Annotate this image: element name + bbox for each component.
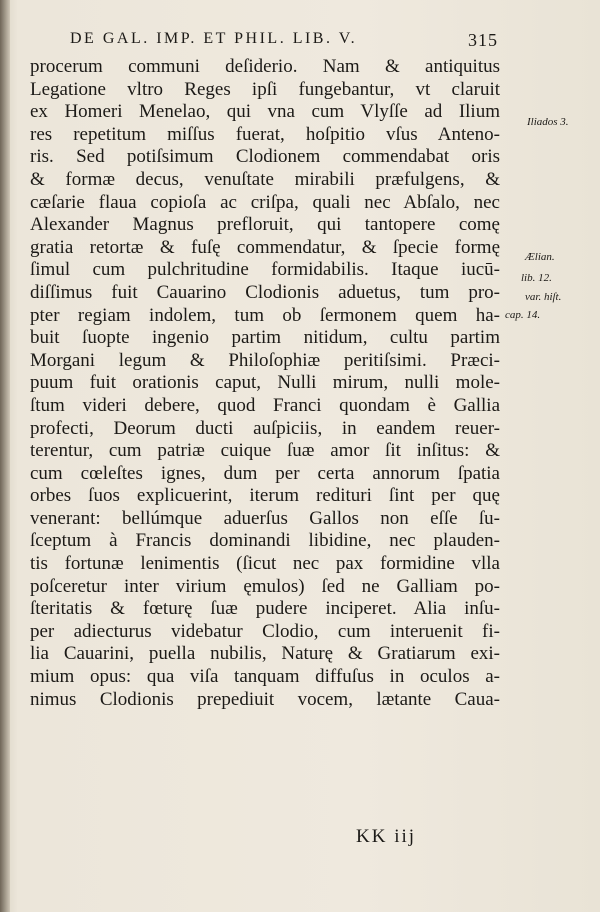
text-line: profecti, Deorum ducti auſpiciis, in eandem reuer-: [30, 417, 500, 439]
text-line: puum fuit orationis caput, Nulli mirum, nulli mole-: [30, 372, 500, 394]
text-line: poſceretur inter virium ęmulos) ſed ne Galliam po-: [30, 575, 500, 597]
text-line: orbes ſuos explicuerint, iterum redituri ſint per quę: [30, 485, 500, 507]
text-line: procerum communi deſiderio. Nam & antiquitus: [30, 56, 500, 77]
margin-note-aelian: Ælian.: [525, 251, 555, 263]
text-line: ſtum videri debere, quod Franci quondam è Gallia: [30, 394, 500, 416]
page-number: 315: [468, 30, 498, 50]
text-line: gratia retortæ & fuſę commendatur, & ſpecie formę: [30, 236, 500, 258]
running-title: DE GAL. IMP. ET PHIL. LIB. V.: [70, 30, 358, 47]
text-line: tis fortunæ lenimentis (ſicut nec pax formidine vlla: [30, 553, 500, 575]
text-line: ſimul cum pulchritudine formidabilis. Itaque iucū-: [30, 259, 500, 281]
text-line: Alexander Magnus prefloruit, qui tantopere comę: [30, 214, 500, 236]
body-text: [30, 56, 500, 711]
text-line: pter regiam indolem, tum ob ſermonem quem ha-: [30, 304, 500, 326]
text-line: venerant: bellúmque aduerſus Gallos non eſſe ſu-: [30, 507, 500, 529]
text-line: lia Cauarini, puella nubilis, Naturę & Gratiarum exi-: [30, 643, 500, 665]
margin-note-cap: cap. 14.: [505, 309, 541, 321]
text-line: ſceptum à Francis dominandi libidine, nec plauden-: [30, 530, 500, 552]
text-line: res repetitum miſſus fuerat, hoſpitio vſus Anteno-: [30, 123, 500, 145]
text-line: ris. Sed potiſsimum Clodionem commendabat oris: [30, 146, 500, 168]
text-line: Legatione vltro Reges ipſi fungebantur, vt claruit: [30, 78, 500, 100]
signature-mark: KK iij: [356, 826, 417, 847]
text-line: diſſimus fuit Cauarino Clodionis aduetus, tum pro-: [30, 281, 500, 303]
text-line: cæſarie flaua copioſa ac criſpa, quali nec Abſalo, nec: [30, 191, 500, 213]
text-line: mium opus: qua viſa tanquam diffuſus in oculos a-: [30, 666, 500, 688]
text-line: & formæ decus, venuſtate mirabili præfulgens, &: [30, 168, 500, 190]
text-line: Morgani legum & Philoſophiæ peritiſsimi. Præci-: [30, 349, 500, 371]
text-line: cum cœleſtes ignes, dum per certa annorum ſpatia: [30, 462, 500, 484]
page-gutter-shadow: [0, 0, 10, 912]
margin-note-iliados: Iliados 3.: [527, 116, 569, 128]
text-line: per adiecturus videbatur Clodio, cum interuenit fi-: [30, 620, 500, 642]
text-line: terentur, cum patriæ cuique ſuæ amor ſit inſitus: &: [30, 440, 500, 462]
margin-note-lib: lib. 12.: [521, 272, 552, 284]
text-line: nimus Clodionis prepediuit vocem, lætante Caua-: [30, 688, 500, 710]
text-line: ex Homeri Menelao, qui vna cum Vlyſſe ad Ilium: [30, 101, 500, 123]
margin-note-var-hist: var. hiſt.: [525, 291, 562, 303]
text-line: buit ſuopte ingenio partim nitidum, cultu partim: [30, 327, 500, 349]
text-line: ſteritatis & fœturę ſuæ pudere inciperet. Alia inſu-: [30, 598, 500, 620]
